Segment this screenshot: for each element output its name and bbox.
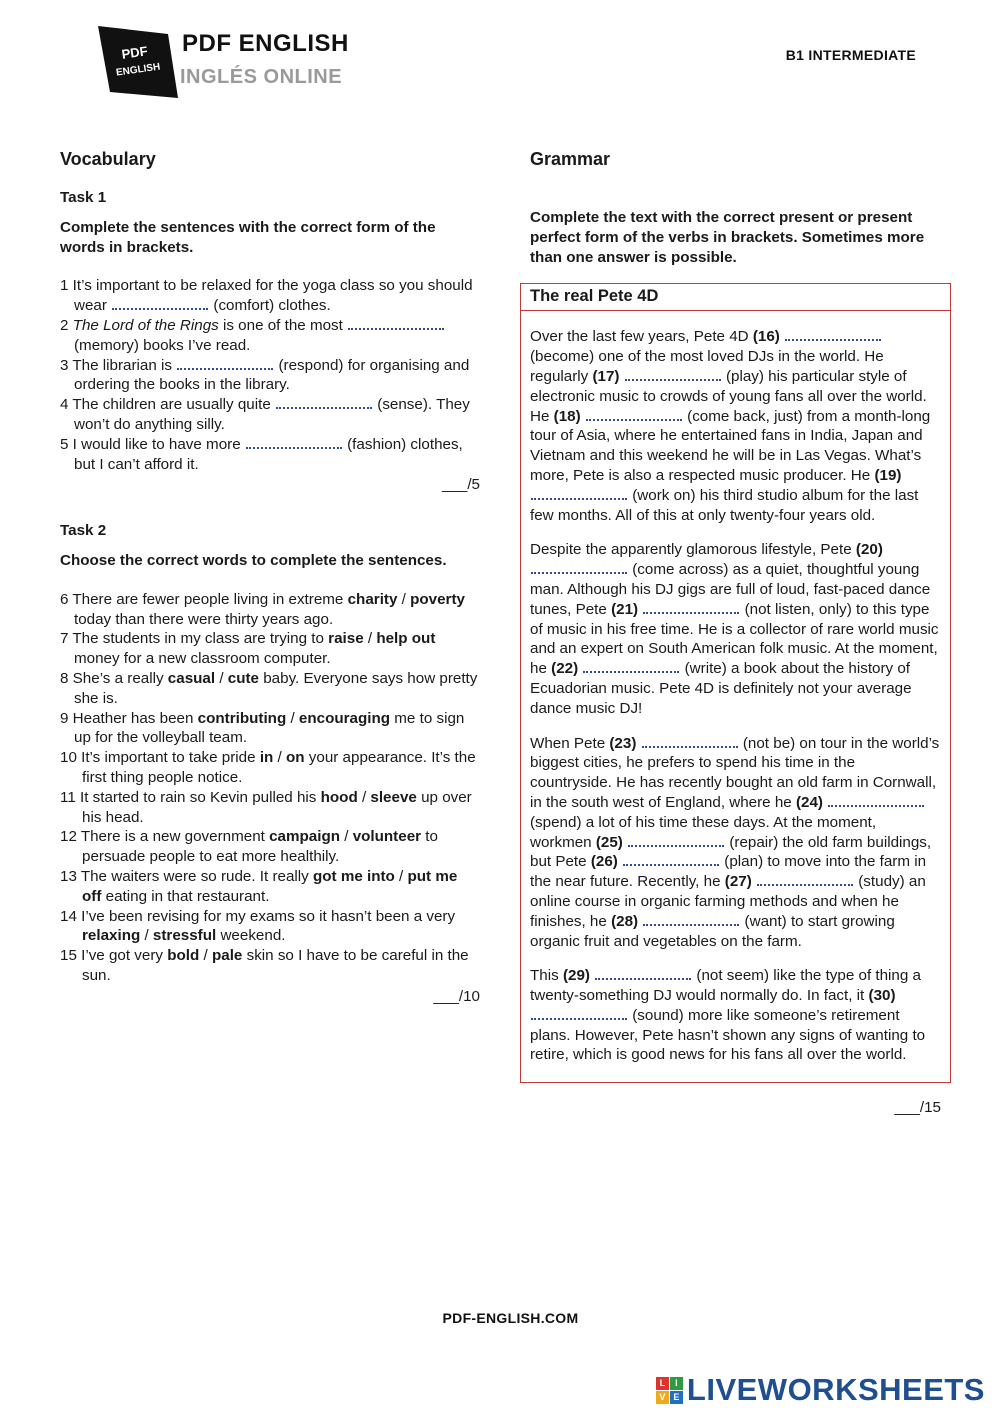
answer-blank-17[interactable] xyxy=(625,367,721,381)
wm-letter: L xyxy=(656,1377,669,1390)
answer-blank-23[interactable] xyxy=(642,734,738,748)
task1-item-3: 3 The librarian is (respond) for organising and ordering the books in the library. xyxy=(60,356,470,394)
choice-b[interactable]: stressful xyxy=(152,927,217,945)
choice-a[interactable]: relaxing xyxy=(82,927,141,945)
task1-title: Task 1 xyxy=(60,189,107,206)
answer-blank-1[interactable] xyxy=(112,296,208,310)
answer-blank-5[interactable] xyxy=(246,435,342,449)
choice-b[interactable]: volunteer xyxy=(352,828,422,846)
brand-subtitle: INGLÉS ONLINE xyxy=(180,66,343,88)
task2-item-8: 8 She’s a really casual / cute baby. Everyone says how pretty she is. xyxy=(60,669,478,707)
task2-item-10: 10 It’s important to take pride in / on your appearance. It’s the first thing people notice. xyxy=(60,749,476,786)
choice-a[interactable]: got me into xyxy=(312,867,395,885)
answer-blank-20[interactable] xyxy=(531,560,627,574)
choice-b[interactable]: put me off xyxy=(82,867,458,905)
paragraph-2: Despite the apparently glamorous lifestyle, Pete (20) (come across) as a quiet, thoughtful young man. Although his DJ gigs are full of loud, fast-paced dance tunes, Pete (21) (not listen, only) to this type of music in his free time. He is a collector of rare world music and an expert on South American folk music. At the moment, he (22) (write) a book about the history of Ecuadorian music. Pete 4D is definitely not your average dance music DJ! xyxy=(530,541,939,717)
answer-blank-28[interactable] xyxy=(643,912,739,926)
liveworksheets-logo-icon xyxy=(656,1377,683,1404)
paragraph-3: When Pete (23) (not be) on tour in the world’s biggest cities, he prefers to spend his time in the countryside. He has recently bought an old farm in Cornwall, in the south west of England, where he (24) (spend) a lot of his time these days. At the moment, workmen (25) (repair) the old farm buildings, but Pete (26) (plan) to move into the farm in the near future. Recently, he (27) (study) an online course in organic farming methods and when he finishes, he (28) (want) to start growing organic fruit and vegetables on the farm. xyxy=(530,734,940,950)
logo-text-top: PDF xyxy=(120,43,149,62)
answer-blank-21[interactable] xyxy=(643,600,739,614)
grammar-heading: Grammar xyxy=(530,149,611,169)
wm-letter: I xyxy=(670,1377,683,1390)
choice-a[interactable]: raise xyxy=(328,630,364,648)
choice-a[interactable]: charity xyxy=(347,590,398,608)
footer-url[interactable]: PDF-ENGLISH.COM xyxy=(442,1310,579,1326)
task2-list xyxy=(60,590,480,986)
brand-title: PDF ENGLISH xyxy=(182,30,349,57)
choice-a[interactable]: contributing xyxy=(197,709,287,727)
grammar-instruction: Complete the text with the correct present or present perfect form of the verbs in brackets. Sometimes more than one answer is possible. xyxy=(530,209,925,266)
choice-b[interactable]: sleeve xyxy=(370,788,417,806)
choice-b[interactable]: help out xyxy=(376,630,436,648)
wm-letter: E xyxy=(670,1391,683,1404)
task2-item-11: 11 It started to rain so Kevin pulled his hood / sleeve up over his head. xyxy=(60,788,472,826)
task2-item-15: 15 I’ve got very bold / pale skin so I have to be careful in the sun. xyxy=(60,947,469,984)
logo-text-bottom: ENGLISH xyxy=(115,61,161,79)
task2-item-7: 7 The students in my class are trying to raise / help out money for a new classroom computer. xyxy=(60,630,436,668)
grammar-section xyxy=(530,147,950,1118)
answer-blank-19[interactable] xyxy=(531,486,627,500)
liveworksheets-text: LIVEWORKSHEETS xyxy=(686,1372,985,1407)
answer-blank-4[interactable] xyxy=(276,395,372,409)
task1-item-2: 2 The Lord of the Rings is one of the most (memory) books I’ve read. xyxy=(60,316,480,356)
reading-text-box xyxy=(520,283,951,1083)
choice-b[interactable]: encouraging xyxy=(298,709,391,727)
answer-blank-2[interactable] xyxy=(348,316,444,330)
answer-blank-27[interactable] xyxy=(757,872,853,886)
answer-blank-24[interactable] xyxy=(828,793,924,807)
task2-item-13: 13 The waiters were so rude. It really got me into / put me off eating in that restaurant. xyxy=(60,867,458,905)
task1-item-4: 4 The children are usually quite (sense). They won’t do anything silly. xyxy=(60,396,470,433)
task1-score: ___/5 xyxy=(441,476,480,494)
choice-a[interactable]: hood xyxy=(320,788,358,806)
pdf-english-logo xyxy=(98,26,178,98)
vocabulary-section xyxy=(60,147,480,1006)
task2-item-9: 9 Heather has been contributing / encouraging me to sign up for the volleyball team. xyxy=(60,709,465,747)
choice-b[interactable]: on xyxy=(285,749,305,767)
task1-item-1: 1 It’s important to be relaxed for the yoga class so you should wear (comfort) clothes. xyxy=(60,277,473,315)
book-title: The Lord of the Rings xyxy=(72,316,219,334)
answer-blank-25[interactable] xyxy=(628,833,724,847)
choice-a[interactable]: in xyxy=(259,749,274,767)
answer-blank-3[interactable] xyxy=(177,356,273,370)
liveworksheets-watermark xyxy=(656,1372,985,1408)
choice-b[interactable]: pale xyxy=(211,947,243,965)
level-label: B1 INTERMEDIATE xyxy=(785,47,916,63)
choice-b[interactable]: poverty xyxy=(410,590,465,608)
answer-blank-26[interactable] xyxy=(623,852,719,866)
paragraph-4: This (29) (not seem) like the type of thing a twenty-something DJ would normally do. In fact, it (30) (sound) more like someone’s retirement plans. However, Pete hasn’t shown any signs of wanting to retire, which is good news for his fans all over the world. xyxy=(530,967,926,1064)
task1-list xyxy=(60,276,480,474)
answer-blank-29[interactable] xyxy=(595,966,691,980)
choice-b[interactable]: cute xyxy=(227,669,259,687)
answer-blank-16[interactable] xyxy=(785,327,881,341)
task2-item-6: 6 There are fewer people living in extreme charity / poverty today than there were thirty years ago. xyxy=(60,590,465,628)
vocabulary-heading: Vocabulary xyxy=(60,149,156,169)
task2-score: ___/10 xyxy=(433,987,480,1005)
text-title: The real Pete 4D xyxy=(521,284,950,311)
answer-blank-30[interactable] xyxy=(531,1006,627,1020)
task2-item-14: 14 I’ve been revising for my exams so it hasn’t been a very relaxing / stressful weekend. xyxy=(60,907,456,945)
text-body xyxy=(521,311,950,1082)
choice-a[interactable]: campaign xyxy=(269,828,341,846)
grammar-score: ___/15 xyxy=(894,1099,941,1117)
answer-blank-18[interactable] xyxy=(586,407,682,421)
answer-blank-22[interactable] xyxy=(583,659,679,673)
task2-instruction: Choose the correct words to complete the sentences. xyxy=(60,551,447,569)
task2-item-12: 12 There is a new government campaign / volunteer to persuade people to eat more healthily. xyxy=(60,828,438,866)
choice-a[interactable]: bold xyxy=(167,947,200,965)
choice-a[interactable]: casual xyxy=(167,669,216,687)
task1-item-5: 5 I would like to have more (fashion) clothes, but I can’t afford it. xyxy=(60,435,463,473)
paragraph-1: Over the last few years, Pete 4D (16) (become) one of the most loved DJs in the world. He regularly (17) (play) his particular style of electronic music to crowds of young fans all over the world. He (18) (come back, just) from a month-long tour of Asia, where he entertained fans in India, Japan and Vietnam and this weekend he will be in Las Vegas. What’s more, Pete is also a respected music producer. He (19) (work on) his third studio album for the last few months. All of this at only twenty-four years old. xyxy=(530,328,931,524)
wm-letter: V xyxy=(656,1391,669,1404)
task1-instruction: Complete the sentences with the correct form of the words in brackets. xyxy=(60,218,436,256)
task2-title: Task 2 xyxy=(60,522,107,540)
